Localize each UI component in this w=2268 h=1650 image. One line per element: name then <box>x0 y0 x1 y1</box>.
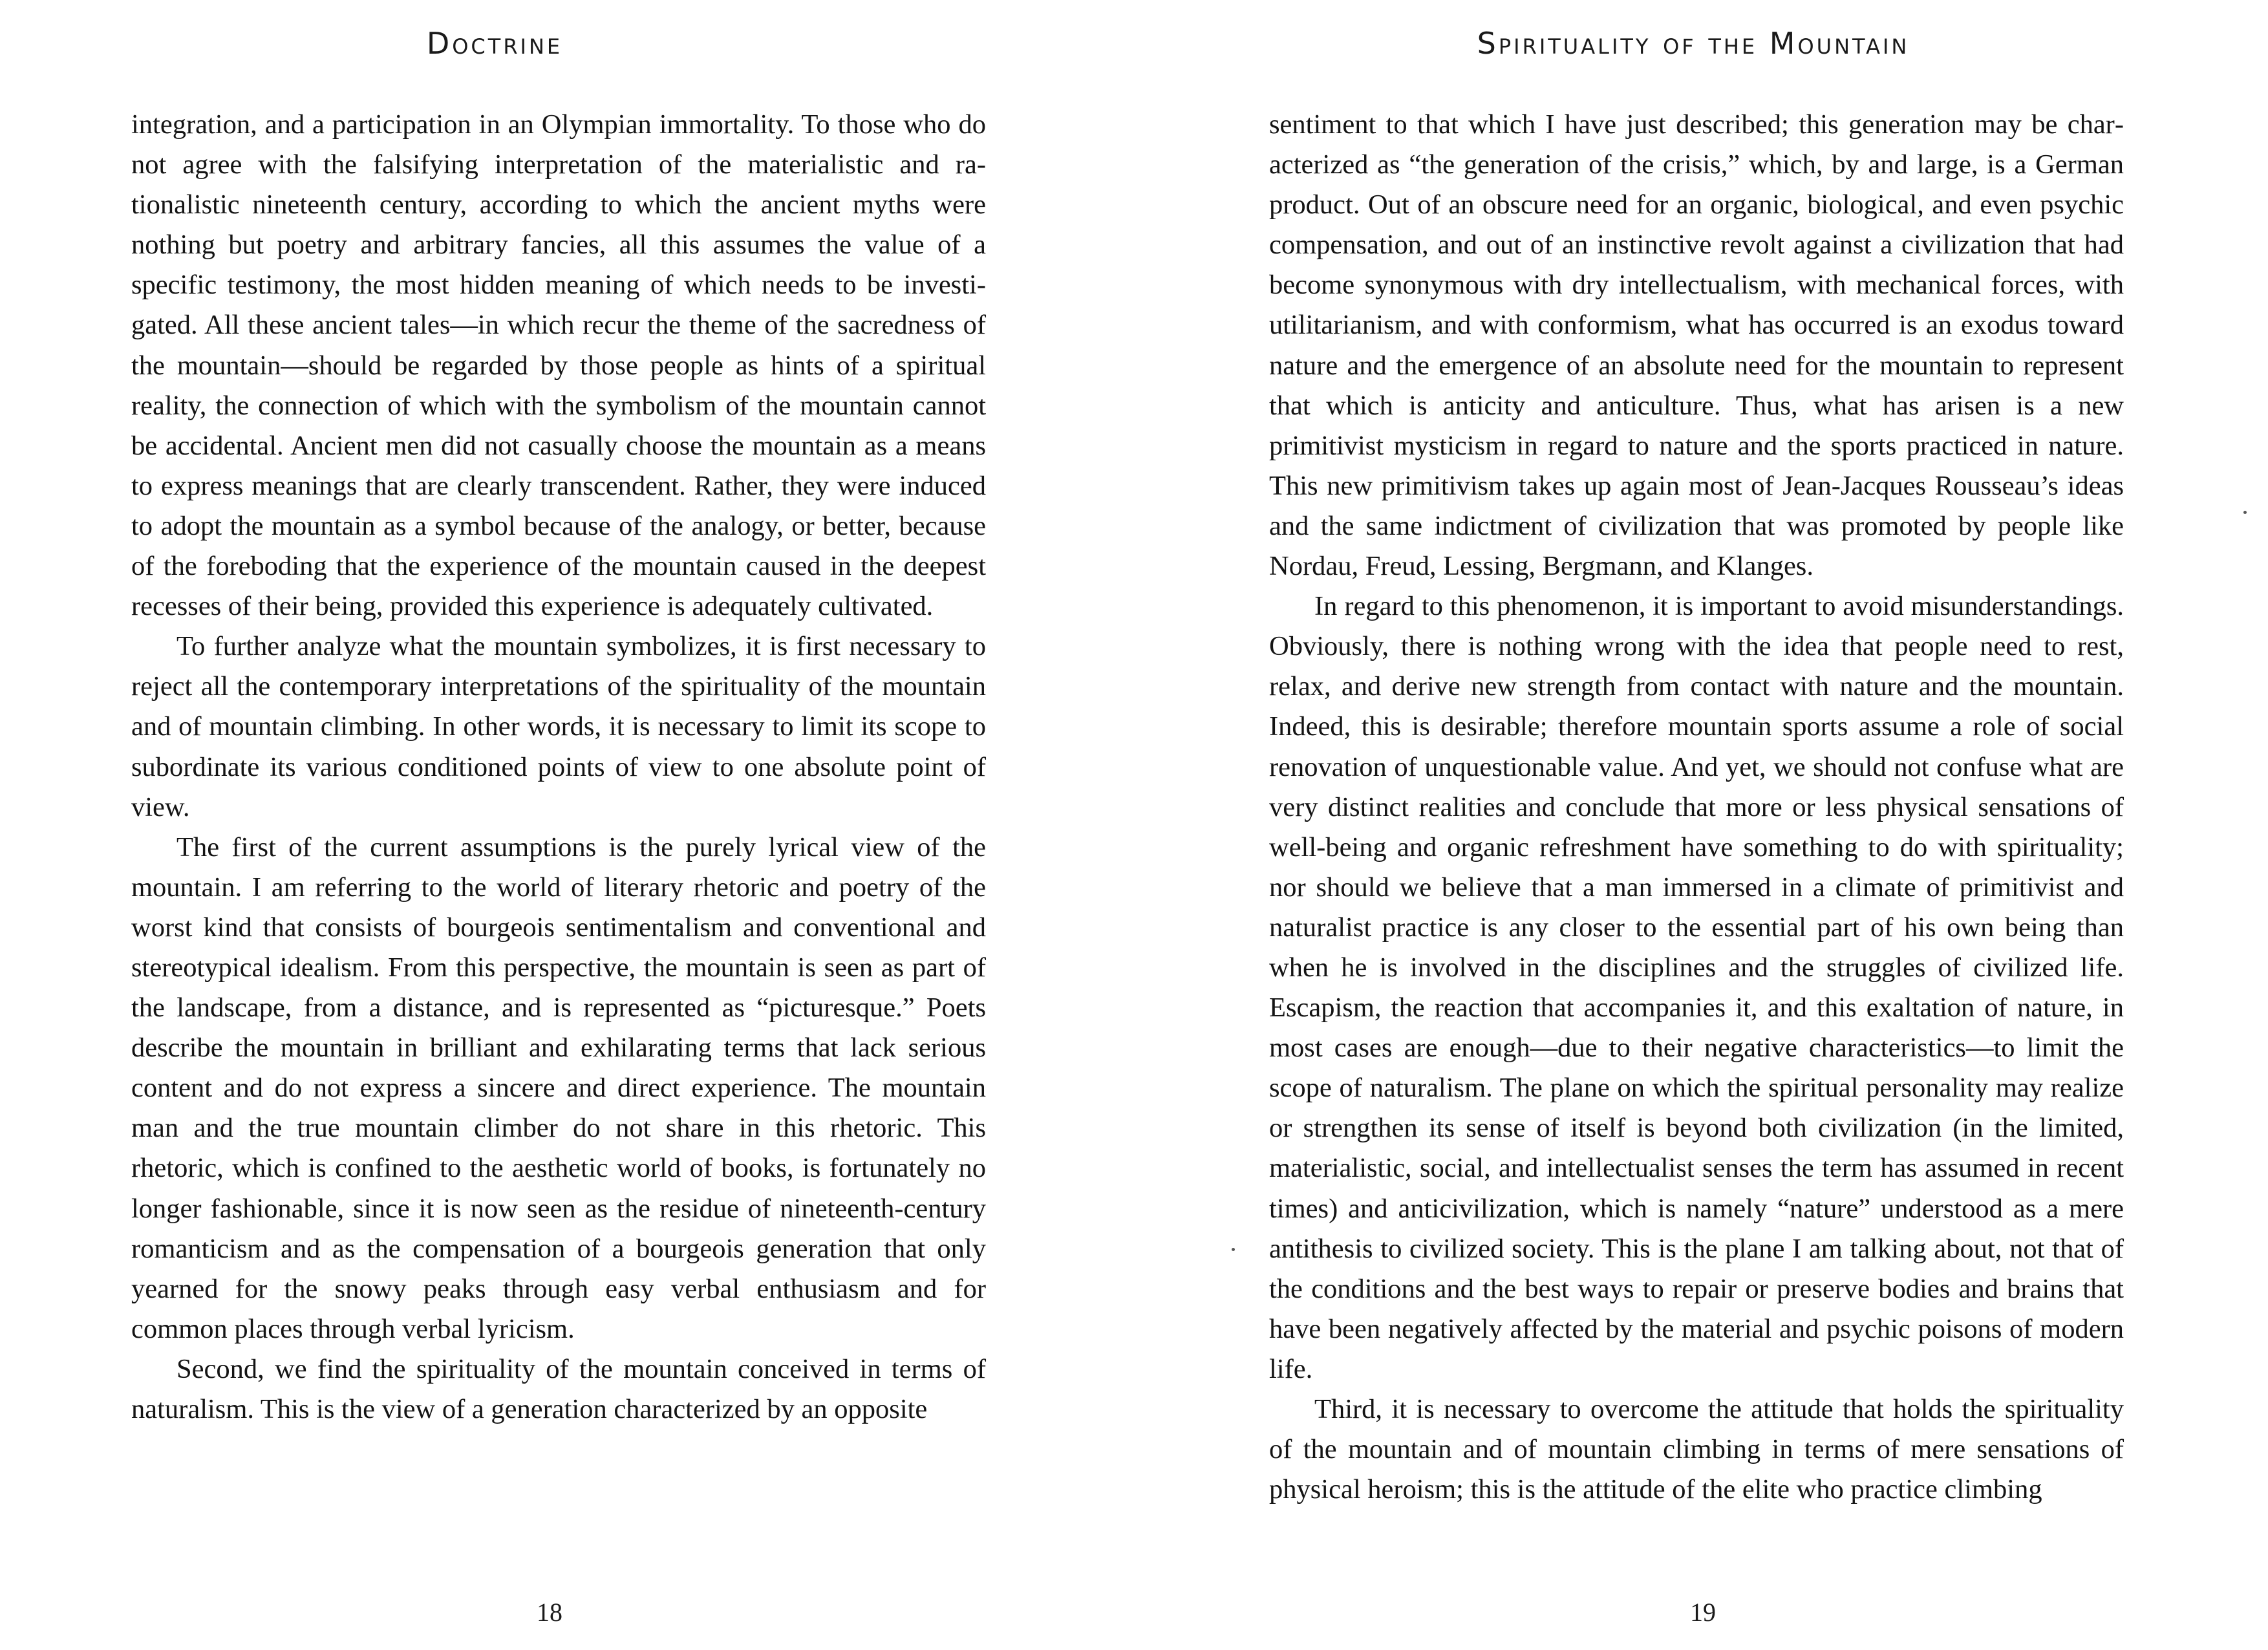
paragraph: sentiment to that which I have just described; this generation may be characterized as “the generation of the crisis,” which, by and large, is a German product. Out of an obscure need for an organic, biological, and even psychic compensation, and out of an instinctive revolt against a civilization that had become synonymous with dry intellectualism, with mechanical forces, with utilitarianism, and with conformism, what has occurred is an exodus toward nature and the emergence of an absolute need for the mountain to represent that which is anticity and anticulture. Thus, what has arisen is a new primitivist mysticism in regard to nature and the sports practiced in nature. This new primitivism takes up again most of Jean-Jacques Rousseau’s ideas and the same indictment of civilization that was promoted by people like Nordau, Freud, Lessing, Bergmann, and Klanges. <box>1269 109 2124 582</box>
right-running-head: Spirituality of the Mountain <box>1477 26 1910 61</box>
paragraph: To further analyze what the mountain symbolizes, it is first necessary to reject all the contemporary interpretations of the spirituality of the mountain and of mountain climbing. In other words, it is necessary to limit its scope to subordinate its various conditioned points of view to one absolute point of view. <box>131 631 986 822</box>
paragraph: Third, it is necessary to overcome the attitude that holds the spirituality of the mountain and of mountain climbing in terms of mere sensations of physical heroism; this is the attitude of the elite who practice climbing <box>1269 1394 2124 1505</box>
right-page-number: 19 <box>1690 1598 1716 1627</box>
paragraph: Second, we find the spirituality of the mountain conceived in terms of naturalism. This is the view of a generation characterized by an opposite <box>131 1353 986 1424</box>
paragraph: The first of the current assumptions is the purely lyrical view of the mountain. I am referring to the world of literary rhetoric and poetry of the worst kind that consists of bourgeois sentimentalism and conventional and stereotypical idealism. From this perspective, the mountain is seen as part of the landscape, from a distance, and is represented as “picturesque.” Poets describe the mountain in brilliant and exhilarating terms that lack serious content and do not express a sincere and direct experience. The mountain man and the true mountain climber do not share in this rhetoric. This rhetoric, which is confined to the aesthetic world of books, is fortunately no longer fashionable, since it is now seen as the residue of nineteenth-century romanticism and as the compensation of a bourgeois generation that only yearned for the snowy peaks through easy verbal enthusiasm and for common places through verbal lyricism. <box>131 831 986 1344</box>
right-page <box>1134 0 2268 1650</box>
scan-speck <box>2243 511 2247 514</box>
scan-speck <box>1232 1248 1235 1251</box>
left-running-head: Doctrine <box>426 26 563 61</box>
left-page-number: 18 <box>537 1598 562 1627</box>
left-body-text <box>131 105 986 1430</box>
right-body-text <box>1269 105 2124 1510</box>
paragraph: In regard to this phenomenon, it is important to avoid misunderstandings. Obviously, there is nothing wrong with the idea that people need to rest, relax, and derive new strength from contact with nature and the mountain. Indeed, this is desirable; therefore mountain sports assume a role of social renovation of unquestionable value. And yet, we should not confuse what are very distinct realities and conclude that more or less physical sensations of well-being and organic refreshment have something to do with spirituality; nor should we believe that a man immersed in a climate of primitivist and naturalist practice is any closer to the essential part of his own being than when he is involved in the disciplines and the struggles of civilized life. Escapism, the reaction that accompanies it, and this exaltation of nature, in most cases are enough—due to their negative characteristics—to limit the scope of naturalism. The plane on which the spiritual personality may realize or strengthen its sense of itself is beyond both civilization (in the limited, materialistic, social, and intellectualist senses the term has assumed in recent times) and anticivilization, which is namely “nature” understood as a mere antithesis to civilized society. This is the plane I am talking about, not that of the conditions and the best ways to repair or preserve bodies and brains that have been negatively affected by the material and psychic poisons of modern life. <box>1269 591 2124 1384</box>
paragraph: integration, and a participation in an Olympian immortality. To those who do not agree with the falsifying interpretation of the materialistic and rationalistic nineteenth century, according to which the ancient myths were nothing but poetry and arbitrary fancies, all this assumes the value of a specific testimony, the most hidden meaning of which needs to be investigated. All these ancient tales—in which recur the theme of the sacredness of the mountain—should be regarded by those people as hints of a spiritual reality, the connection of which with the symbolism of the mountain cannot be accidental. Ancient men did not casually choose the mountain as a means to express meanings that are clearly transcendent. Rather, they were induced to adopt the mountain as a symbol because of the analogy, or better, because of the foreboding that the experience of the mountain caused in the deepest recesses of their being, provided this experience is adequately cultivated. <box>131 109 986 622</box>
